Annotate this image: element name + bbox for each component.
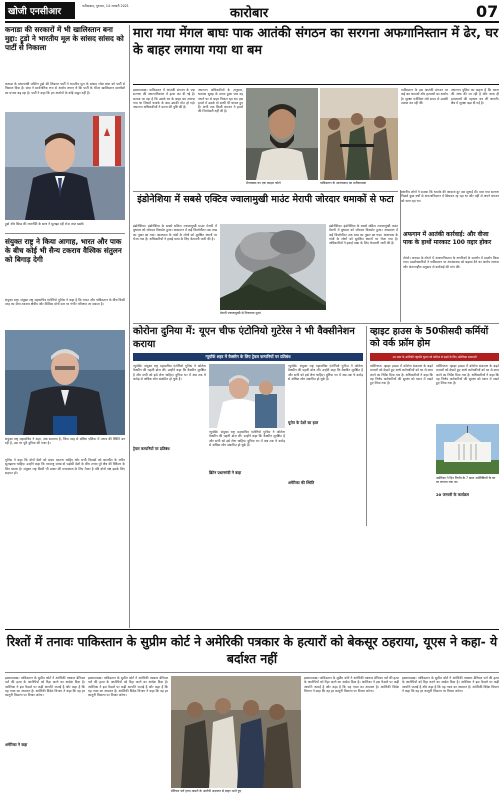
covid-sub-4: अमेरिका की स्थिति [288,480,315,485]
top-story-col5: स्थानीय लोगों ने बताया कि धमाके की आवाज दूर तक सुनाई दी। मारा गया सरगना पिछले कुछ वर्षों से अफगानिस्तान में छिपकर रह रहा था और वहीं से अपने संगठन को चला रहा था। [401,190,499,203]
canada-caption: ट्रूडो और सिख की राजनीति के साथ ने सुलझा रही रोज़ ताज़ खबरें। [5,222,85,226]
whitehouse-bar-text: 18 साल के अमेरिकी राष्ट्रपति चुनाव को कोरोना से बढ़ते के लिए अतिरिक्त सावधानी [392,355,477,359]
bottom-body-2: इस्लामाबाद। पाकिस्तान के सुप्रीम कोर्ट ने अमेरिकी पत्रकार डेनियल पर्ल की हत्या के आरोपियों को रिहा करने का आदेश दिया है। अमेरिका ने इस फैसले पर कड़ी आपत्ति जताई है और कहा है कि यह न्याय का अपमान है। अमेरिकी विदेश विभाग ने कहा कि वह हर कानूनी विकल्प पर विचार करेगा। [88,676,168,698]
afghan-headline: अफगान में आतंकी कार्रवाई: और वीजा पाक के हाथों मारकाट 100 ग़द्दार होकर [403,231,492,246]
whitehouse-bar [370,353,499,361]
indonesia-body-2: इंडोनेशिया। इंडोनेशिया के सबसे सक्रिय ज्वालामुखी माउंट मेरापी में बुधवार को जोरदार विस्फोट हुआ। आसमान में कई किलोमीटर तक राख का गुबार छा गया। आसपास के गांवों के लोगों को सुरक्षित स्थानों पर भेजा गया है। अधिकारियों ने हवाई यात्रा के लिए चेतावनी जारी की है। [329,224,398,246]
covid-headline: कोरोना दुनिया में: यूएन चीफ एंटोनियो गुटेरेस ने भी वैक्सीनेशन कराया [133,326,355,350]
white-house-photo [436,424,499,474]
covid-sub-2: ब्रिटेन प्रधानमंत्री ने कहा [209,470,242,475]
whitehouse-sub: 20 जनवरी के कार्यक्रम [436,492,470,497]
covid-body-2: न्यूयॉर्क। संयुक्त राष्ट्र महासचिव एंटोनियो गुटेरेस ने कोरोना वैक्सीन की पहली डोज ली। उन्होंने कहा कि वैक्सीन सुरक्षित है और सभी को इसे लेना चाहिए। दुनिया भर में अब तक 9 करोड़ से अधिक लोग संक्रमित हो चुके हैं। [209,430,285,447]
covid-bar [133,353,363,361]
un-body: गुटेरेस ने कहा कि दोनों देशों को संयम बरतना चाहिए और सभी विवादों को बातचीत के जरिए सुलझाना चाहिए। उन्होंने कहा कि परमाणु संपन्न दो पड़ोसी देशों के बीच तनाव पूरे क्षेत्र की स्थिरता के लिए खतरा है। संयुक्त राष्ट्र किसी भी प्रकार की मध्यस्थता के लिए तैयार है यदि दोनों पक्ष इसके लिए सहमत हों। [5,458,125,475]
page-number: 07 [476,2,499,21]
whitehouse-body-1: वाशिंगटन। व्हाइट हाउस में कोरोना संक्रमण के बढ़ते मामलों को देखते हुए आधे कर्मचारियों को घर से काम करने का निर्देश दिया गया है। अधिकारियों ने कहा कि यह निर्णय कर्मचारियों की सुरक्षा को ध्यान में रखते हुए लिया गया है। [370,364,433,386]
mangal-bagh-caption: मेंगलबाघ का एक फ़ाइल फोटो [246,181,281,185]
bottom-sub: अमेरिका ने कहा [5,742,28,747]
top-story-col1: इस्लामाबाद। पाकिस्तान में आतंकी संगठन के एक सरगना की अफगानिस्तान में हत्या कर दी गई है। बताया जा रहा है कि उसके घर के बाहर बम लगाया गया था जिसमें धमाके के बाद उसकी मौत हो गई। अफगान अधिकारियों ने घटना की पुष्टि की है। [133,88,195,110]
indonesia-body-1: इंडोनेशिया। इंडोनेशिया के सबसे सक्रिय ज्वालामुखी माउंट मेरापी में बुधवार को जोरदार विस्फोट हुआ। आसमान में कई किलोमीटर तक राख का गुबार छा गया। आसपास के गांवों के लोगों को सुरक्षित स्थानों पर भेजा गया है। अधिकारियों ने हवाई यात्रा के लिए चेतावनी जारी की है। [133,224,217,241]
masthead [0,0,504,22]
un-caption: संयुक्त राष्ट्र महासचिव ने कहा, अब सामान्य है, जिस तरह से दक्षिण एशिया में तनाव की स्थिति बन रही है, उस पर पूरी दुनिया की नजर है। [5,437,125,446]
trudeau-photo [5,112,125,220]
top-story-col4: अफगान पुलिस का कहना है कि घटना की जांच की जा रही है और जल्द ही हमलावरों की पहचान कर ली जाएगी। क्षेत्र में सुरक्षा बढ़ा दी गई है। [451,88,499,105]
guterres-vaccine-photo [209,364,285,428]
pearl-case-caption: डेनियल पर्ल हत्या मामले के आरोपी अदालत से बाहर आते हुए [171,789,242,793]
bottom-body-3: इस्लामाबाद। पाकिस्तान के सुप्रीम कोर्ट ने अमेरिकी पत्रकार डेनियल पर्ल की हत्या के आरोपियों को रिहा करने का आदेश दिया है। अमेरिका ने इस फैसले पर कड़ी आपत्ति जताई है और कहा है कि यह न्याय का अपमान है। अमेरिकी विदेश विभाग ने कहा कि वह हर कानूनी विकल्प पर विचार करेगा। [304,676,399,693]
covid-bar-text: न्यूयॉर्क शहर में वैक्सीन के लिए ट्रेवल कम्पनियों पर प्रतिबंध [205,354,291,359]
covid-body-3: न्यूयॉर्क। संयुक्त राष्ट्र महासचिव एंटोनियो गुटेरेस ने कोरोना वैक्सीन की पहली डोज ली। उन्होंने कहा कि वैक्सीन सुरक्षित है और सभी को इसे लेना चाहिए। दुनिया भर में अब तक 9 करोड़ से अधिक लोग संक्रमित हो चुके हैं। [288,364,363,381]
bottom-headline: रिश्तों में तनावः पाकिस्तान के सुप्रीम कोर्ट ने अमेरिकी पत्रकार के हत्यारों को बेकसूर ठहराया, यूएस ने कहा- ये बर्दाश्त नहीं [6,634,498,666]
covid-sub-3: यूरोप के देशों का हाल [288,420,319,425]
pakistan-militants-caption: पाकिस्तान के आतंकवाद का प्रतीकात्मक [320,181,367,185]
canada-body: कनाडा के प्रधानमंत्री जस्टिन ट्रूडो की लिबरल पार्टी ने भारतीय मूल के सांसद रमेश संघा को पार्टी से निकाल दिया है। संघा ने सार्वजनिक रूप से आरोप लगाए थे कि पार्टी के भीतर खालिस्तान समर्थकों का प्रभाव बढ़ रहा है। पार्टी ने कहा कि इन आरोपों के कोई सबूत नहीं हैं। [5,82,125,95]
top-story-col2: अफगान अधिकारियों के अनुसार, धमाका सुबह के समय हुआ जब वह अपने घर से बाहर निकल रहा था। इस हमले में उसके दो साथी भी घायल हुए हैं। अभी तक किसी संगठन ने हमले की जिम्मेदारी नहीं ली है। [198,88,243,114]
afghan-body: टोरंटो। कनाडा के टोरंटो में अफगानिस्तान के नागरिकों के समर्थन में प्रदर्शन किया गया। प्रदर्शनकारियों ने पाकिस्तान पर आतंकवाद को बढ़ावा देने का आरोप लगाया और अंतरराष्ट्रीय समुदाय से कार्रवाई की मांग की। [403,256,499,269]
mangal-bagh-photo [246,88,318,180]
brand-name: खोजी एनसीआर [8,7,62,17]
whitehouse-caption: अमेरिका ने दिन निर्णय के 7 साल अमेरिकियों के घर पर लगाया गया था। [436,476,496,484]
covid-sub-1: ट्रेवल कम्पनियों पर प्रतिबंध [133,446,170,451]
top-story-banner [133,25,499,83]
top-story-col3: पाकिस्तान के इस आतंकी संगठन पर कई बम धमाकों और हत्याओं का आरोप है। सुरक्षा एजेंसियां लंबे समय से उसकी तलाश कर रही थीं। [401,88,448,105]
canada-headline: कनाडा की सरकारों में भी खालिस्तान बना मुद्दा: ट्रूडो ने भारतीय मूल के सांसद सांसद को पार्टी से निकाला [5,25,124,52]
indonesia-headline: इंडोनेशिया में सबसे एक्टिव ज्वालामुखी माउंट मेरापी जोरदार धमाकों से फटा [137,194,394,205]
bottom-body-4: इस्लामाबाद। पाकिस्तान के सुप्रीम कोर्ट ने अमेरिकी पत्रकार डेनियल पर्ल की हत्या के आरोपियों को रिहा करने का आदेश दिया है। अमेरिका ने इस फैसले पर कड़ी आपत्ति जताई है और कहा है कि यह न्याय का अपमान है। अमेरिकी विदेश विभाग ने कहा कि वह हर कानूनी विकल्प पर विचार करेगा। [402,676,499,693]
pearl-case-photo [171,676,301,788]
un-headline: संयुक्त राष्ट्र ने किया आगाह, भारत और पाक के बीच कोई भी सैन्य टकराव वैश्विक संतुलन को बिगाड़ देगी [5,237,122,264]
pakistan-militants-photo [320,88,398,180]
merapi-caption: मेरापी ज्वालामुखी से निकलता धुआं [220,311,261,315]
whitehouse-body-2: वाशिंगटन। व्हाइट हाउस में कोरोना संक्रमण के बढ़ते मामलों को देखते हुए आधे कर्मचारियों को घर से काम करने का निर्देश दिया गया है। अधिकारियों ने कहा कि यह निर्णय कर्मचारियों की सुरक्षा को ध्यान में रखते हुए लिया गया है। [436,364,499,386]
section-title: कारोबार [230,6,269,21]
dateline: फरीदाबाद, गुरुवार, 14 जनवरी 2021 [82,4,129,8]
whitehouse-headline: व्हाइट हाउस के 50फीसदी कर्मियों को वर्क फ्रॉम होम [370,326,489,349]
bottom-body-1: इस्लामाबाद। पाकिस्तान के सुप्रीम कोर्ट ने अमेरिकी पत्रकार डेनियल पर्ल की हत्या के आरोपियों को रिहा करने का आदेश दिया है। अमेरिका ने इस फैसले पर कड़ी आपत्ति जताई है और कहा है कि यह न्याय का अपमान है। अमेरिकी विदेश विभाग ने कहा कि वह हर कानूनी विकल्प पर विचार करेगा। [5,676,85,698]
covid-body-1: न्यूयॉर्क। संयुक्त राष्ट्र महासचिव एंटोनियो गुटेरेस ने कोरोना वैक्सीन की पहली डोज ली। उन्होंने कहा कि वैक्सीन सुरक्षित है और सभी को इसे लेना चाहिए। दुनिया भर में अब तक 9 करोड़ से अधिक लोग संक्रमित हो चुके हैं। [133,364,206,381]
top-story-headline: मारा गया मेंगल बाघः पाक आतंकी संगठन का सरगना अफगानिस्तान में ढेर, घर के बाहर लगाया गया था बम [133,26,499,58]
un-intro: संयुक्त राष्ट्र। संयुक्त राष्ट्र महासचिव एंटोनियो गुटेरेस ने कहा है कि भारत और पाकिस्तान के बीच किसी तरह का सैन्य टकराव क्षेत्रीय और वैश्विक दोनों स्तर पर गंभीर परिणाम ला सकता है। [5,298,125,307]
guterres-photo [5,330,125,435]
merapi-volcano-photo [220,224,326,310]
